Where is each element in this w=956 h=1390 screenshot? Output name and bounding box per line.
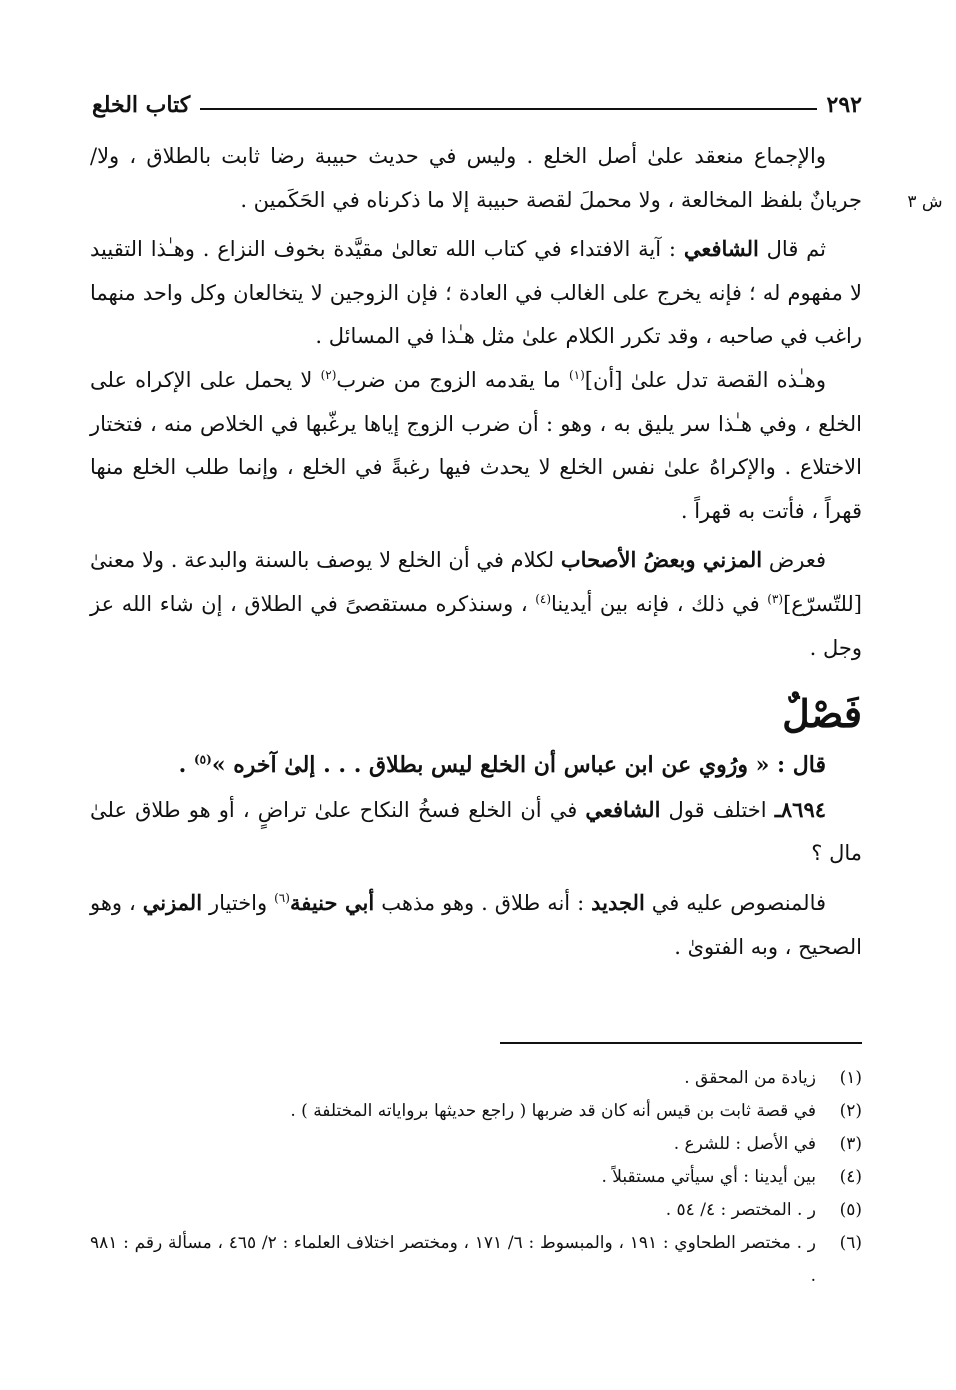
paragraph-5: ٨٦٩٤ـ اختلف قول الشافعي في أن الخلع فسخُ النكاح علىٰ تراضٍ ، أو هو طلاق علىٰ مال ؟ xyxy=(90,796,862,866)
header-rule xyxy=(200,108,816,110)
term-jadid: الجديد xyxy=(591,889,645,915)
footnote-ref-3: (٣) xyxy=(767,591,784,606)
paragraph-2: ثم قال الشافعي : آية الافتداء في كتاب الله تعالىٰ مقيَّدة بخوف النزاع . وهـٰذا التقييد لا مفهوم له ؛ فإنه يخرج على الغالب في العادة ؛ فإن الزوجين لا يتخالعان وكل واحد منهما راغب في صاحبه ، وقد تكرر الكلام علىٰ مثل هـٰذا في المسائل . xyxy=(90,236,862,349)
footnote-5: (٥) ر . المختصر : ٤/ ٥٤ . xyxy=(665,1200,862,1220)
name-abu-hanifa: أبي حنيفة xyxy=(289,889,375,915)
paragraph-4: فعرض المزني وبعضُ الأصحاب لكلام في أن الخلع لا يوصف بالسنة والبدعة . ولا معنىٰ [للتّسرّع]$^{(٣)}$ في ذلك ، فإنه بين أيدينا$^{(٤)}$ ، وسنذكره مستقصىً في الطلاق ، إن شاء الله عز وجل . xyxy=(90,547,862,660)
footnote-separator xyxy=(500,1042,862,1044)
chapter-title: كتاب الخلع xyxy=(92,92,191,118)
footnote-2: (٢) في قصة ثابت بن قيس أنه كان قد ضربها ( راجع حديثها برواياته المختلفة ) . xyxy=(290,1101,862,1121)
footnotes xyxy=(90,1062,862,1293)
paragraph-1: والإجماع منعقد علىٰ أصل الخلع . وليس في حديث حبيبة رضا ثابت بالطلاق ، ولا/ جريانٌ بلفظ المخالعة ، ولا محملَ لقصة حبيبة إلا ما ذكرناه في الحَكَمين . xyxy=(90,144,862,212)
name-muzani-ashab: المزني وبعضُ الأصحاب xyxy=(560,547,763,573)
name-shafii: الشافعي xyxy=(683,236,759,262)
footnote-ref-2: (٢) xyxy=(320,367,337,382)
page-number: ٢٩٢ xyxy=(826,92,862,118)
footnote-ref-1: (١) xyxy=(568,367,585,382)
issue-number: ٨٦٩٤ـ xyxy=(774,796,827,822)
quoted-statement: قال : « ورُوي عن ابن عباس أن الخلع ليس بطلاق . . . إلىٰ آخره »$^{(٥)}$ . xyxy=(178,752,826,779)
paragraph-3: وهـٰذه القصة تدل علىٰ [أن]$^{(١)}$ ما يقدمه الزوج من ضرب$^{(٢)}$ لا يحمل على الإكراه على الخلع ، وفي هـٰذا سر يليق به ، وهو : أن ضرب الزوج إياها يرغّبها في الخلاص منه ، فتختار الاختلاع . والإكراهُ علىٰ نفس الخلع لا يحدث فيها رغبةً في الخلع ، وإنما طلب الخلع منها قهراً ، فأتت به قهراً . xyxy=(90,367,862,523)
footnote-4: (٤) بين أيدينا : أي سيأتي مستقبلاً . xyxy=(601,1167,862,1187)
name-muzani: المزني xyxy=(142,889,203,915)
footnote-ref-6: (٦) xyxy=(274,890,290,905)
running-header xyxy=(92,78,862,118)
footnote-ref-5: (٥) xyxy=(193,752,212,767)
name-shafii-2: الشافعي xyxy=(585,796,661,822)
section-heading: فَصْلٌ xyxy=(782,691,862,737)
paragraph-6: فالمنصوص عليه في الجديد : أنه طلاق . وهو مذهب أبي حنيفة$^{(٦)}$ واختيار المزني ، وهو الصحيح ، وبه الفتوىٰ . xyxy=(90,889,862,959)
footnote-6: (٦) ر . مختصر الطحاوي : ١٩١ ، والمبسوط : ٦/ ١٧١ ، ومختصر اختلاف العلماء : ٢/ ٤٦٥ ، مسألة رقم : ٩٨١ . xyxy=(90,1233,862,1286)
main-text xyxy=(90,135,862,969)
footnote-ref-4: (٤) xyxy=(535,591,552,606)
margin-note: ش ٣ xyxy=(907,192,943,212)
footnote-1: (١) زيادة من المحقق . xyxy=(684,1068,862,1088)
footnote-3: (٣) في الأصل : للشرع . xyxy=(673,1134,862,1154)
